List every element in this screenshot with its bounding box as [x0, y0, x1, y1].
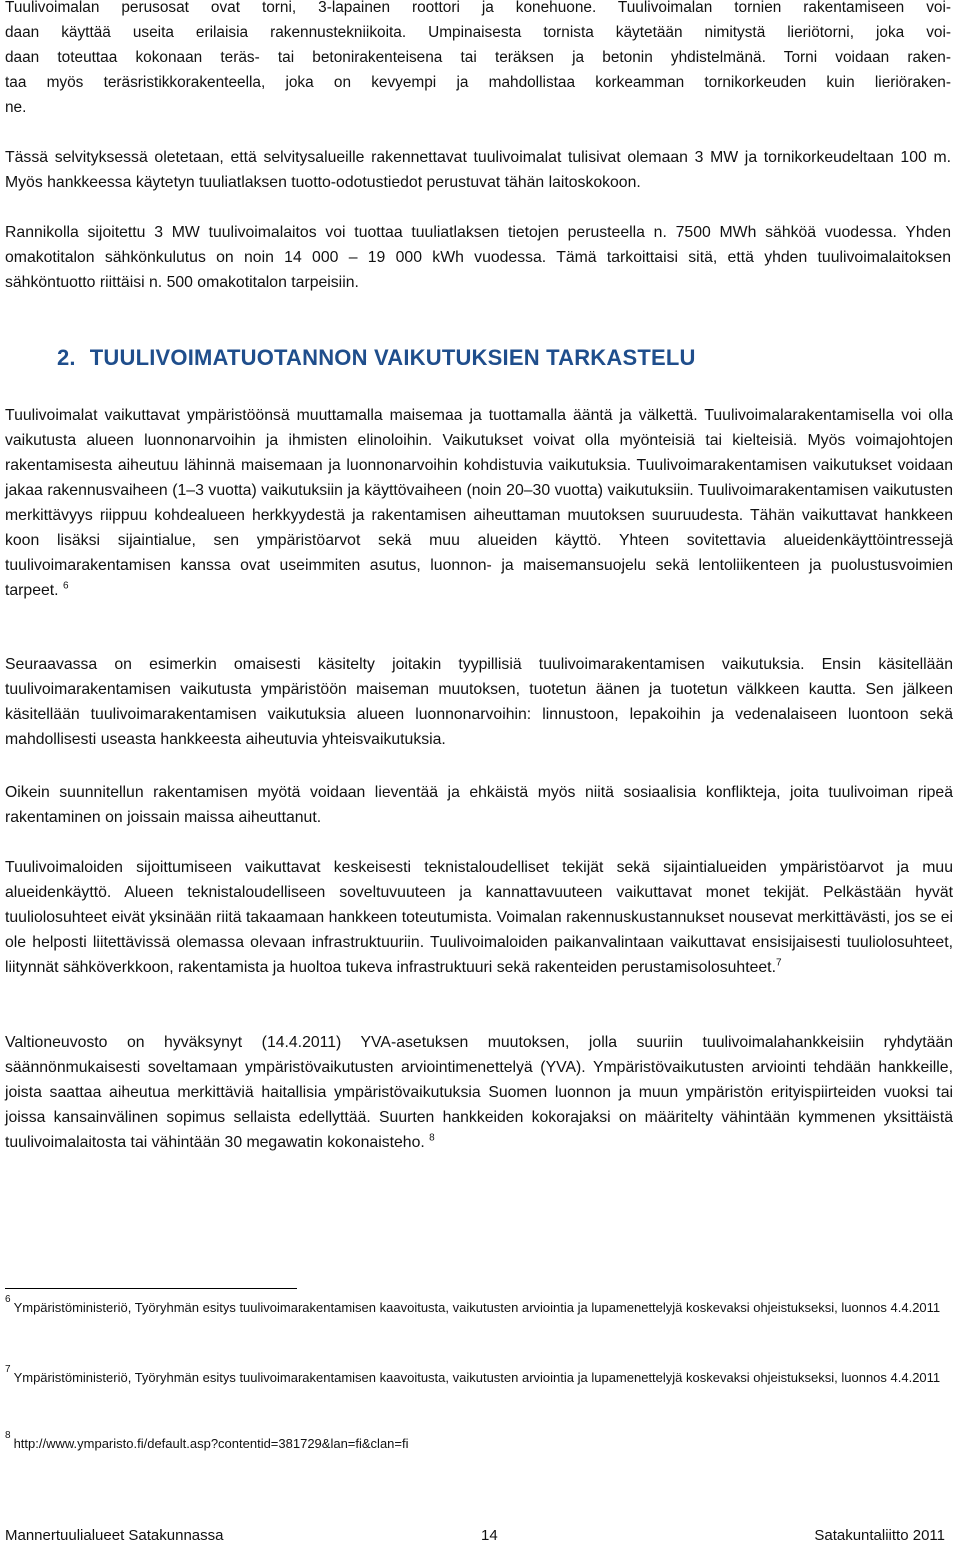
footnote-8[interactable] — [5, 1429, 950, 1454]
section-number: 2. — [57, 345, 76, 370]
footnote-number: 6 — [5, 1293, 11, 1305]
footnote-ref: 8 — [429, 1132, 435, 1144]
body-paragraph-3: Oikein suunnitellun rakentamisen myötä voidaan lieventää ja ehkäistä myös niitä sosiaalisia konflikteja, joita tuulivoiman ripeä rakentaminen on joissain maissa aiheuttanut. — [5, 784, 953, 826]
intro-line: taa myös teräsristikkorakenteella, joka on kevyempi ja mahdollistaa korkeamman tornikorkeuden kuin lieriöraken- — [5, 74, 951, 91]
intro-line: Tuulivoimalan perusosat ovat torni, 3-lapainen roottori ja konehuone. Tuulivoimalan tornien rakentamiseen voi- — [5, 0, 951, 16]
intro-paragraph-1 — [5, 0, 951, 120]
intro-line: daan käyttää useita erilaisia rakennustekniikoita. Umpinaisesta tornista käytetään nimitystä lieriötorni, joka voi- — [5, 24, 951, 41]
intro-paragraph-2: Tässä selvityksessä oletetaan, että selvitysalueille rakennettavat tuulivoimalat tulisivat olemaan 3 MW ja tornikorkeudeltaan 100 m. Myös hankkeessa käytetyn tuuliatlaksen tuotto-odotustiedot perustuvat tähän laitoskokoon. — [5, 149, 951, 191]
intro-line: ne. — [5, 99, 27, 116]
body-paragraph-2: Seuraavassa on esimerkin omaisesti käsitelty joitakin tyypillisiä tuulivoimarakentamisen vaikutuksia. Ensin käsitellään tuulivoimarakentamisen vaikutusta ympäristöön maiseman muutoksen, tuotetun äänen ja tuotetun välkkeen kautta. Sen jälkeen käsitellään tuulivoimarakentamisen vaikutuksia alueen luonnonarvoihin: linnustoon, lepakoihin ja vedenalaiseen luontoon sekä mahdollisesti useasta hankkeesta aiheutuvia yhteisvaikutuksia. — [5, 656, 953, 748]
footnote-ref: 6 — [62, 580, 69, 592]
footnote-ref: 7 — [775, 957, 782, 969]
body-paragraph-5-text: Valtioneuvosto on hyväksynyt (14.4.2011) YVA-asetuksen muutoksen, jolla suuriin tuulivoimalahankkeisiin ryhdytään säännönmukaisesti soveltamaan ympäristövaikutusten arviointimenettelyä (YVA). Ympäristövaikutusten arviointi tehdään hankkeille, joista saattaa aiheutua merkittäviä haitallisia ympäristövaikutuksia Suomen luonnon ja muun ympäristön erityispiirteiden vuoksi tai joissa kansainvälinen sopimus sellaista edellyttää. Suurten hankkeiden kokorajaksi on määritelty vähintään kymmenen yksittäistä tuulivoimalaitosta tai vähintään 30 megawatin kokonaisteho. — [5, 1034, 953, 1151]
section-title: TUULIVOIMATUOTANNON VAIKUTUKSIEN TARKASTELU — [89, 345, 696, 370]
footnote-7 — [5, 1363, 950, 1388]
footnote-6 — [5, 1293, 950, 1318]
footnote-text: Ympäristöministeriö, Työryhmän esitys tuulivoimarakentamisen kaavoitusta, vaikutusten arviointia ja lupamenettelyjä koskevaksi ohjeistukseksi, luonnos 4.4.2011 — [13, 1300, 941, 1315]
intro-paragraph-3: Rannikolla sijoitettu 3 MW tuulivoimalaitos voi tuottaa tuuliatlaksen tietojen perusteella n. 7500 MWh sähköä vuodessa. Yhden omakotitalon sähkönkulutus on noin 14 000 – 19 000 kWh vuodessa. Tämä tarkoittaisi sitä, että yhden tuulivoimalaitoksen sähköntuotto riittäisi n. 500 omakotitalon tarpeisiin. — [5, 224, 951, 291]
footnote-link[interactable]: http://www.ymparisto.fi/default.asp?contentid=381729&lan=fi&clan=fi — [13, 1436, 409, 1451]
section-heading — [57, 345, 937, 371]
body-paragraph-1-text: Tuulivoimalat vaikuttavat ympäristöönsä muuttamalla maisemaa ja tuottamalla ääntä ja välkettä. Tuulivoimalarakentamisella voi olla vaikutusta alueen luonnonarvoihin ja ihmisten elinoloihin. Vaikutukset voivat olla myönteisiä tai kielteisiä. Myös voimajohtojen rakentamisesta aiheutuu lähinnä maisemaan ja luonnonarvoihin kohdistuvia vaikutuksia. Tuulivoimarakentamisen vaikutukset voidaan jakaa rakennusvaiheen (1–3 vuotta) vaikutuksiin ja käyttövaiheen (noin 20–30 vuotta) vaikutuksiin. Tuulivoimarakentamisen vaikutusten merkittävyys riippuu kohdealueen herkkyydestä ja rakentamisen aiheuttaman muutoksen suuruudesta. Tähän vaikuttavat hankkeen koon lisäksi sijaintialue, sen ympäristöarvot sekä muu alueiden käyttö. Yhteen sovitettavia alueidenkäyttöintressejä tuulivoimarakentamisen kanssa ovat useimmiten asutus, luonnon- ja maisemansuojelu sekä lentoliikenteen ja puolustusvoimien tarpeet. — [5, 407, 953, 599]
body-paragraph-5 — [5, 1030, 953, 1155]
body-paragraph-4-text: Tuulivoimaloiden sijoittumiseen vaikuttavat keskeisesti teknistaloudelliset tekijät sekä sijaintialueiden ympäristöarvot ja muu alueidenkäyttö. Alueen teknistaloudelliseen soveltuvuuteen ja kannattavuuteen vaikuttavat monet tekijät. Pelkästään hyvät tuuliolosuhteet eivät yksinään riitä takaamaan hankkeen toteutumista. Voimalan rakennuskustannukset nousevat merkittävästi, jos se ei ole helposti liitettävissä olemassa olevaan infrastruktuuriin. Tuulivoimaloiden paikanvalintaan vaikuttavat ensisijaisesti tuuliolosuhteet, liitynnät sähköverkkoon, rakentamista ja huoltoa tukeva infrastruktuuri sekä rakenteiden perustamisolosuhteet. — [5, 859, 953, 976]
page-number: 14 — [481, 1527, 498, 1544]
body-paragraph-1 — [5, 403, 953, 603]
footer-left: Mannertuulialueet Satakunnassa — [5, 1527, 224, 1544]
body-paragraph-4 — [5, 855, 953, 980]
footnote-number: 7 — [5, 1363, 11, 1375]
footnote-text: Ympäristöministeriö, Työryhmän esitys tuulivoimarakentamisen kaavoitusta, vaikutusten arviointia ja lupamenettelyjä koskevaksi ohjeistukseksi, luonnos 4.4.2011 — [13, 1370, 941, 1385]
footer-right: Satakuntaliitto 2011 — [814, 1527, 945, 1544]
footnote-separator — [5, 1288, 297, 1289]
intro-line: daan toteuttaa kokonaan teräs- tai betonirakenteisena tai teräksen ja betonin yhdistelmänä. Torni voidaan raken- — [5, 49, 951, 66]
page-footer — [5, 1527, 945, 1549]
footnote-number: 8 — [5, 1429, 11, 1441]
